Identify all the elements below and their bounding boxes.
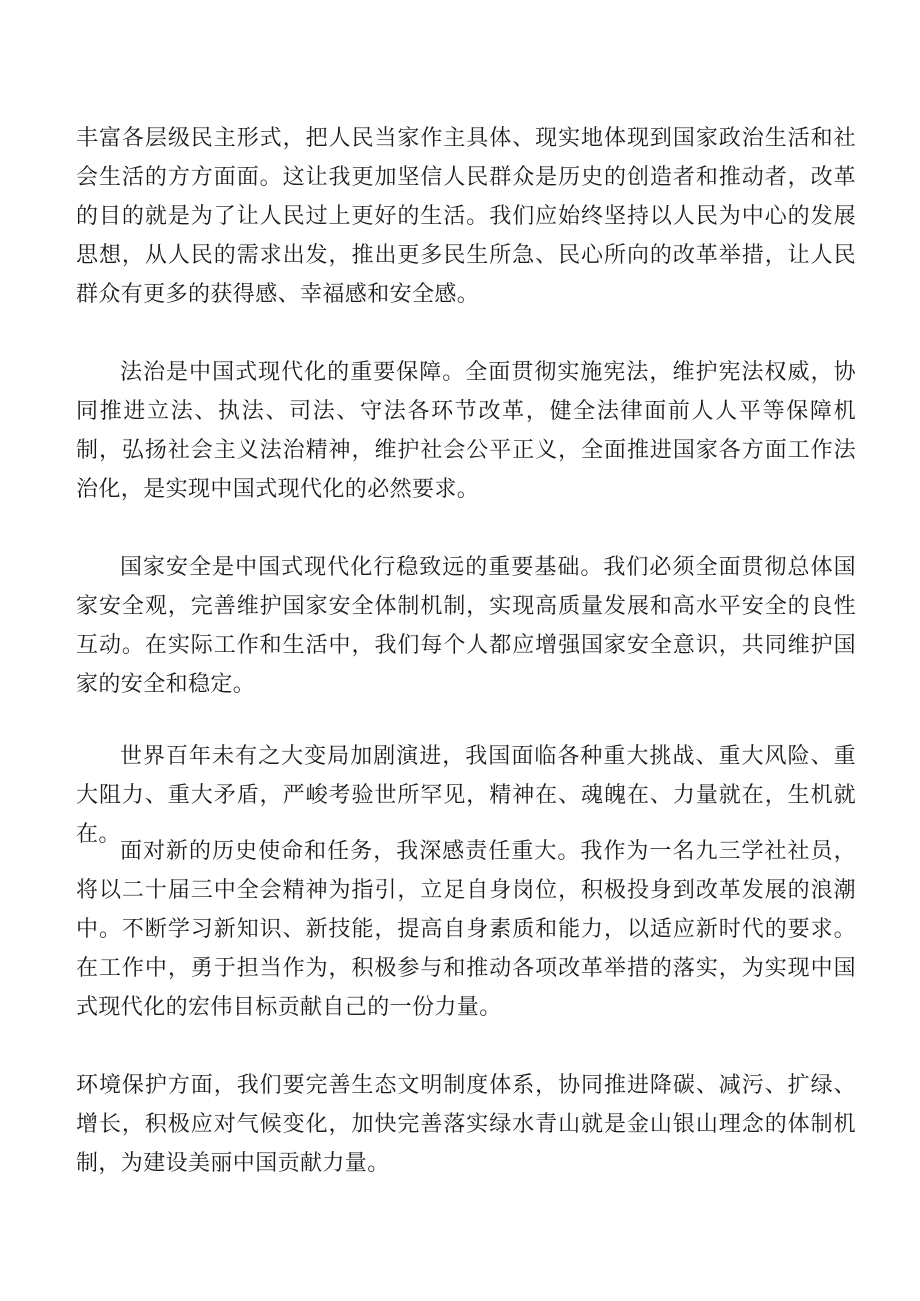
paragraph-national-security: 国家安全是中国式现代化行稳致远的重要基础。我们必须全面贯彻总体国家安全观，完善维护国家安全体制机制，实现高质量发展和高水平安全的良性互动。在实际工作和生活中，我们每个人都应增强国家安全意识，共同维护国家的安全和稳定。 [76, 555, 856, 697]
paragraph-people-centered: 丰富各层级民主形式，把人民当家作主具体、现实地体现到国家政治生活和社会生活的方方面面。这让我更加坚信人民群众是历史的创造者和推动者，改革的目的就是为了让人民过上更好的生活。我们应始终坚持以人民为中心的发展思想，从人民的需求出发，推出更多民生所急、民心所向的改革举措，让人民群众有更多的获得感、幸福感和安全感。 [76, 126, 856, 307]
paragraph-world-changes: 世界百年未有之大变局加剧演进，我国面临各种重大挑战、重大风险、重大阻力、重大矛盾，严峻考验世所罕见，精神在、魂魄在、力量就在，生机就在。 [76, 744, 856, 847]
paragraph-rule-of-law: 法治是中国式现代化的重要保障。全面贯彻实施宪法，维护宪法权威，协同推进立法、执法、司法、守法各环节改革，健全法律面前人人平等保障机制，弘扬社会主义法治精神，维护社会公平正义，全面推进国家各方面工作法治化，是实现中国式现代化的必然要求。 [76, 360, 856, 502]
paragraph-environmental-protection: 环境保护方面，我们要完善生态文明制度体系，协同推进降碳、减污、扩绿、增长，积极应对气候变化，加快完善落实绿水青山就是金山银山理念的体制机制，为建设美丽中国贡献力量。 [76, 1073, 856, 1176]
paragraph-personal-commitment: 面对新的历史使命和任务，我深感责任重大。我作为一名九三学社社员，将以二十届三中全会精神为指引，立足自身岗位，积极投身到改革发展的浪潮中。不断学习新知识、新技能，提高自身素质和能力，以适应新时代的要求。在工作中，勇于担当作为，积极参与和推动各项改革举措的落实，为实现中国式现代化的宏伟目标贡献自己的一份力量。 [76, 839, 856, 1020]
